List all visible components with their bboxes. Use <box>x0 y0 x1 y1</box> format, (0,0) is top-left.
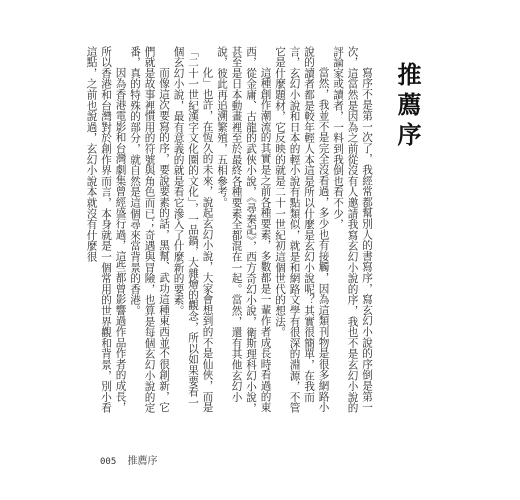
chapter-title: 推薦序 <box>393 62 422 152</box>
paragraph: 因為香港電影和台灣劇集曾經盛行過，這些都曾影響過作品作者的成長，所以香港和台灣對於創作界而言，本身就是一個常用的世界觀和背景，別小看這點，之前也說過，玄幻小說本就沒有什麼很 <box>85 46 127 414</box>
page-footer <box>100 452 157 467</box>
paragraph: 寫序不是第一次了，我經常都幫別人的書寫序，寫玄幻小說的序倒是第一次，這當然是因為之前從沒有人邀請我寫玄幻小說的序，我也不是玄幻小說的評論家或讀者，一料到我倒也看不少， <box>332 46 373 414</box>
paragraph: 當然，我並不是完全沒看過，多少也有接觸，因為這類刊物是很多網路小說的讀者都是較年輕人本這是所以什麼是玄幻小說呢？其實很簡單，在我而言，玄幻小說和日本的輕小說有點類似，就是和網路文學有很深的淵源，不管它是什麼題材，它反映的就是二十一世紀初這個世代的想法。 <box>274 46 330 414</box>
body-text <box>85 46 374 416</box>
paragraph: 這種創作潮流的其實是之前各種要素，多數都是一輩作者成長時看過的東西，從金庸、古龍的武俠小說，《尋秦記》，西方奇幻小說，衛斯理科幻小說，甚至是日本動畫裡至於最終各種要素全都混在一起。當然，還有其他玄幻小說，彼此再追溯繁殖，五相參考。 <box>216 46 272 414</box>
paragraph: 化」也許，在恆久的未來，說起玄幻小說，大家會想到的不是仙俠，而是「二十一世紀漢字文化圈的文化」，一品鍋，大雜燴的觀念，所以如果要看一個玄幻小說，最有意義的就是看它滲入了什麼新的要素。 <box>172 46 214 413</box>
running-title: 推薦序 <box>127 456 158 467</box>
page-number: 005 <box>100 457 117 467</box>
paragraph: 而像這次要寫的序，要說要素的話，黑幫、武功這種東西並不很創新，它們就是故事裡慣用的符號與角色而已；奇遇與冒險，也算是每個玄幻小說的定番，真的特殊的部分，就自然是這個尋來當背景的香港。 <box>129 46 170 414</box>
